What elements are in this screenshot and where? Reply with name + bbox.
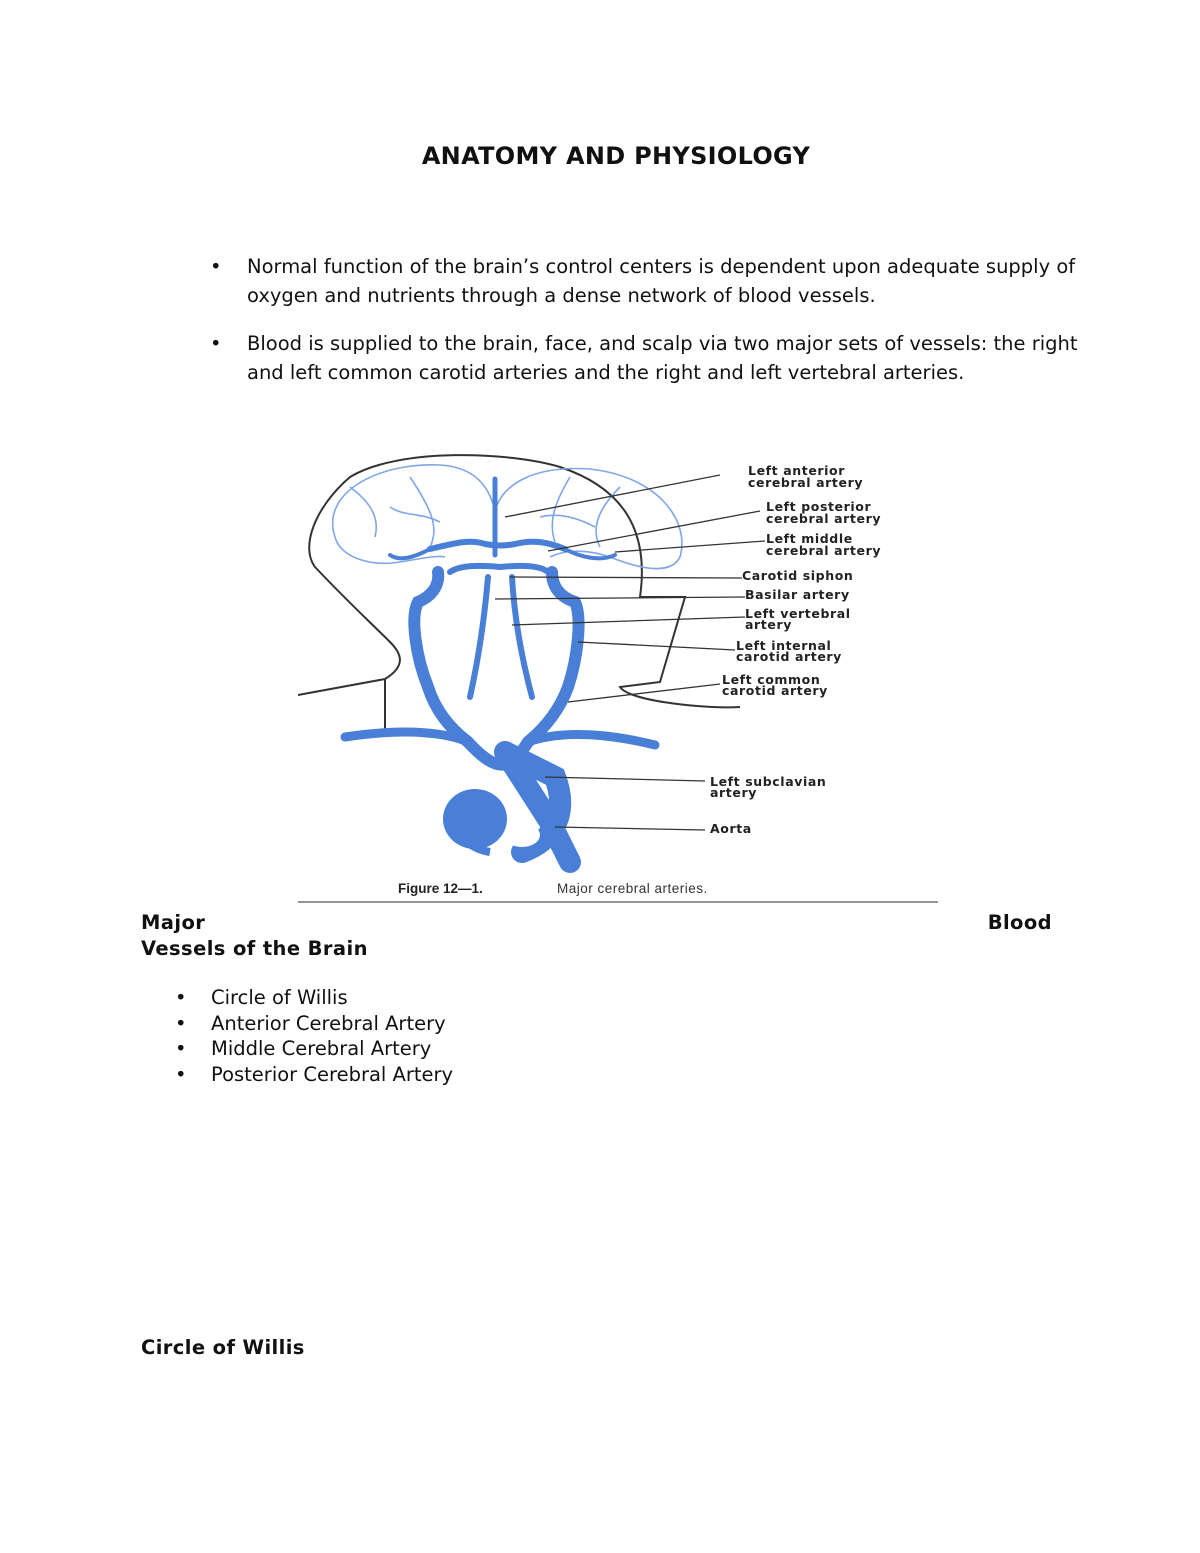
label-left-middle-2: cerebral artery [766, 543, 882, 558]
label-left-common-2: carotid artery [722, 683, 828, 698]
label-left-subclavian-2: artery [710, 785, 757, 800]
list-item-text: Middle Cerebral Artery [211, 1037, 432, 1060]
intro-bullet-list [200, 253, 1080, 407]
bullet-icon: • [210, 255, 222, 278]
label-left-posterior-2: cerebral artery [766, 511, 882, 526]
label-carotid-siphon: Carotid siphon [742, 568, 854, 583]
list-item [170, 985, 453, 1011]
section-heading-word-left: Major [141, 911, 206, 934]
section-heading [141, 910, 1052, 961]
label-aorta: Aorta [710, 821, 752, 836]
vessel-bullet-list [170, 985, 453, 1087]
bullet-icon: • [175, 986, 187, 1009]
label-left-vertebral-1: Left vertebral [745, 606, 851, 621]
list-item [170, 1036, 453, 1062]
list-item [200, 253, 1080, 310]
cerebral-arteries-figure [290, 447, 970, 907]
subheading-circle-of-willis: Circle of Willis [141, 1336, 305, 1359]
section-heading-word-right: Blood [987, 911, 1052, 934]
head-outline [298, 455, 740, 732]
list-item-text: Posterior Cerebral Artery [211, 1062, 454, 1086]
list-item [200, 330, 1080, 387]
figure-caption-number: Figure 12—1. [398, 881, 483, 896]
bullet-icon: • [210, 332, 222, 355]
label-left-internal-2: carotid artery [736, 649, 842, 664]
label-basilar-artery: Basilar artery [745, 587, 850, 602]
list-item [170, 1062, 453, 1088]
bullet-text: Blood is supplied to the brain, face, and scalp via two major sets of vessels: the right and left common carotid arteries and the right and left vertebral arteries. [247, 332, 1078, 384]
label-left-subclavian-1: Left subclavian [710, 774, 827, 789]
figure-caption-text: Major cerebral arteries. [557, 881, 708, 896]
list-item-text: Circle of Willis [211, 986, 348, 1009]
label-left-internal-1: Left internal [736, 638, 832, 653]
label-left-anterior-2: cerebral artery [748, 475, 864, 490]
label-left-vertebral-2: artery [745, 617, 792, 632]
bullet-icon: • [175, 1011, 187, 1035]
label-left-posterior-1: Left posterior [766, 499, 872, 514]
list-item-text: Anterior Cerebral Artery [211, 1011, 446, 1035]
bullet-icon: • [175, 1062, 187, 1086]
aortic-arch [443, 789, 507, 849]
list-item [170, 1011, 453, 1037]
bullet-text: Normal function of the brain’s control centers is dependent upon adequate supply of oxygen and nutrients through a dense network of blood vessels. [247, 255, 1076, 307]
section-heading-line2: Vessels of the Brain [141, 936, 368, 960]
aortic-arch-inner [504, 823, 540, 847]
label-left-common-1: Left common [722, 672, 821, 687]
label-left-middle-1: Left middle [766, 531, 853, 546]
page-title: ANATOMY AND PHYSIOLOGY [421, 142, 811, 170]
bullet-icon: • [175, 1037, 187, 1060]
label-left-anterior-1: Left anterior [748, 463, 845, 478]
